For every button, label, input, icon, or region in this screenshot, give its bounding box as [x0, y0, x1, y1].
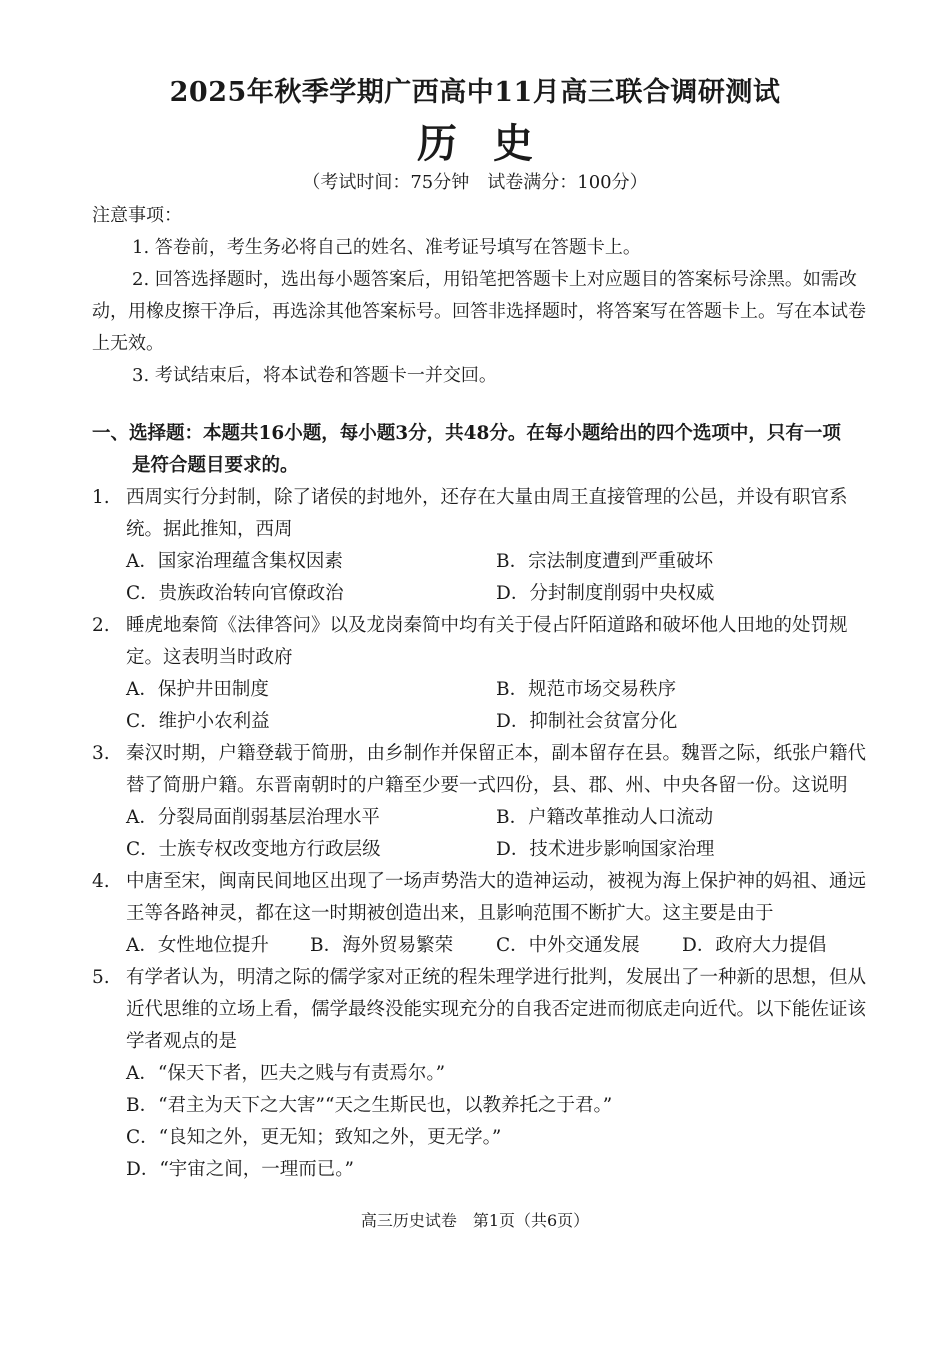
question-5	[92, 962, 882, 1058]
option-4a: A．女性地位提升	[126, 935, 269, 956]
subject-title: 历史	[417, 120, 569, 167]
notice-item-3: 3. 考试结束后，将本试卷和答题卡一并交回。	[132, 365, 497, 386]
notice-heading: 注意事项：	[92, 205, 182, 226]
question-number: 5.	[92, 967, 110, 988]
option-1b: B．宗法制度遭到严重破坏	[496, 551, 714, 572]
question-4	[92, 866, 882, 930]
question-stem: 西周实行分封制，除了诸侯的封地外，还存在大量由周王直接管理的公邑，并设有职官系统。据此推知，西周	[126, 487, 848, 540]
option-3b: B．户籍改革推动人口流动	[496, 807, 714, 828]
section-title-line1: 一、选择题：本题共16小题，每小题3分，共48分。在每小题给出的四个选项中，只有一项	[92, 423, 841, 444]
question-number: 2.	[92, 615, 110, 636]
question-3	[92, 738, 882, 802]
option-2c: C．维护小农利益	[126, 711, 270, 732]
option-1d: D．分封制度削弱中央权威	[496, 583, 715, 604]
option-3a: A．分裂局面削弱基层治理水平	[126, 807, 380, 828]
option-4d: D．政府大力提倡	[682, 935, 827, 956]
question-number: 3.	[92, 743, 110, 764]
question-2	[92, 610, 882, 674]
exam-title: 2025年秋季学期广西高中11月高三联合调研测试	[169, 77, 781, 108]
option-1c: C．贵族政治转向官僚政治	[126, 583, 344, 604]
option-2a: A．保护井田制度	[126, 679, 269, 700]
option-5c: C．“良知之外，更无知；致知之外，更无学。”	[126, 1127, 502, 1148]
question-number: 4.	[92, 871, 110, 892]
question-number: 1.	[92, 487, 110, 508]
question-1	[92, 482, 882, 546]
option-5d: D．“宇宙之间，一理而已。”	[126, 1159, 354, 1180]
option-4c: C．中外交通发展	[496, 935, 640, 956]
option-2d: D．抑制社会贫富分化	[496, 711, 678, 732]
section-title	[92, 418, 882, 482]
option-3d: D．技术进步影响国家治理	[496, 839, 715, 860]
notice-item-1: 1. 答卷前，考生务必将自己的姓名、准考证号填写在答题卡上。	[132, 237, 641, 258]
question-stem: 睡虎地秦简《法律答问》以及龙岗秦简中均有关于侵占阡陌道路和破坏他人田地的处罚规定。这表明当时政府	[126, 615, 848, 668]
question-stem: 中唐至宋，闽南民间地区出现了一场声势浩大的造神运动，被视为海上保护神的妈祖、通远王等各路神灵，都在这一时期被创造出来，且影响范围不断扩大。这主要是由于	[126, 871, 867, 924]
section-title-line2: 是符合题目要求的。	[132, 455, 299, 476]
option-1a: A．国家治理蕴含集权因素	[126, 551, 343, 572]
question-stem: 有学者认为，明清之际的儒学家对正统的程朱理学进行批判，发展出了一种新的思想，但从近代思维的立场上看，儒学最终没能实现充分的自我否定进而彻底走向近代。以下能佐证该学者观点的是	[126, 967, 867, 1052]
option-3c: C．士族专权改变地方行政层级	[126, 839, 381, 860]
option-2b: B．规范市场交易秩序	[496, 679, 677, 700]
page-footer: 高三历史试卷 第1页（共6页）	[360, 1211, 590, 1230]
option-5a: A．“保天下者，匹夫之贱与有责焉尔。”	[126, 1063, 446, 1084]
notice-item-2: 2. 回答选择题时，选出每小题答案后，用铅笔把答题卡上对应题目的答案标号涂黑。如需改动，用橡皮擦干净后，再选涂其他答案标号。回答非选择题时，将答案写在答题卡上。写在本试卷上无效。	[92, 269, 866, 354]
question-stem: 秦汉时期，户籍登载于简册，由乡制作并保留正本，副本留存在县。魏晋之际，纸张户籍代替了简册户籍。东晋南朝时的户籍至少要一式四份，县、郡、州、中央各留一份。这说明	[126, 743, 867, 796]
option-4b: B．海外贸易繁荣	[310, 935, 454, 956]
option-5b: B．“君主为天下之大害”“天之生斯民也，以教养托之于君。”	[126, 1095, 613, 1116]
exam-info: （考试时间：75分钟 试卷满分：100分）	[302, 172, 648, 193]
